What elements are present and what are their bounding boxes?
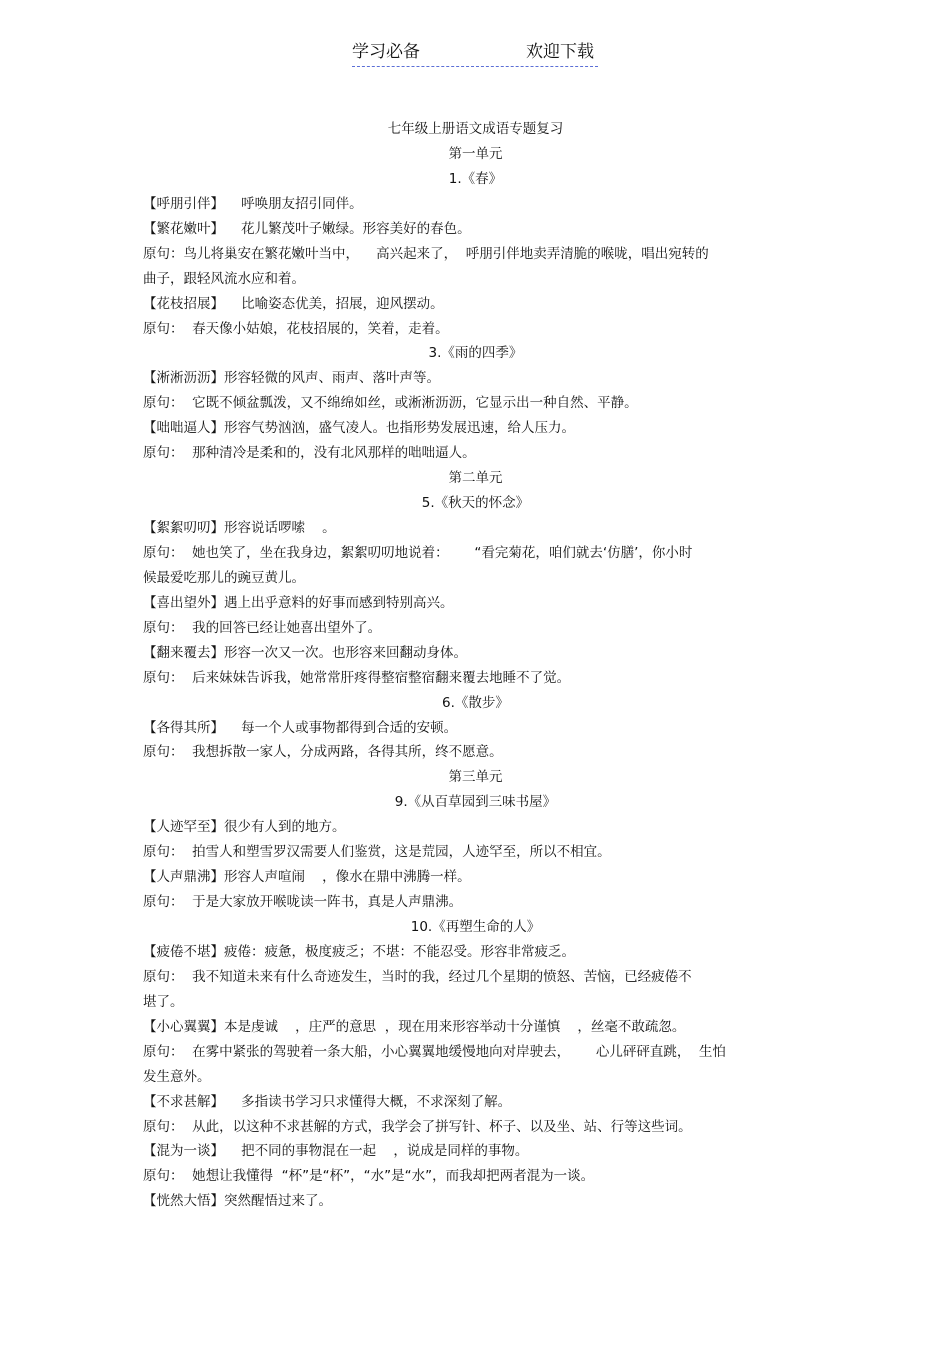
text-line: 曲子，跟轻风流水应和着。 [143,270,305,287]
text-line: 【花枝招展】 比喻姿态优美，招展，迎风摆动。 [143,295,444,312]
section-heading: 第二单元 [448,470,503,487]
text-line: 【不求甚解】 多指读书学习只求懂得大概，不求深刻了解。 [143,1093,512,1110]
text-line: 原句： 她想让我懂得 “杯”是“杯”，“水”是“水”，而我却把两者混为一谈。 [143,1168,595,1185]
text-line: 原句：鸟儿将巢安在繁花嫩叶当中， 高兴起来了， 呼朋引伴地卖弄清脆的喉咙，唱出宛转的 [143,245,709,262]
text-line: 原句： 我不知道未来有什么奇迹发生，当时的我，经过几个星期的愤怒、苦恼，已经疲倦不 [143,968,692,985]
text-line: 【翻来覆去】形容一次又一次。也形容来回翻动身体。 [143,644,467,661]
text-line: 【恍然大悟】突然醒悟过来了。 [143,1193,332,1210]
page-header [352,40,598,67]
text-line: 原句： 于是大家放开喉咙读一阵书，真是人声鼎沸。 [143,894,463,911]
text-line: 发生意外。 [143,1068,211,1085]
text-line: 【咄咄逼人】形容气势汹汹，盛气凌人。也指形势发展迅速，给人压力。 [143,420,575,437]
text-line: 原句： 春天像小姑娘，花枝招展的，笑着，走着。 [143,320,449,337]
document-title: 七年级上册语文成语专题复习 [387,121,564,137]
section-heading: 5.《秋天的怀念》 [421,495,530,512]
text-line: 【疲倦不堪】疲倦：疲惫，极度疲乏；不堪：不能忍受。形容非常疲乏。 [143,943,575,960]
text-line: 原句： 后来妹妹告诉我，她常常肝疼得整宿整宿翻来覆去地睡不了觉。 [143,669,571,686]
text-line: 原句： 我想拆散一家人，分成两路，各得其所，终不愿意。 [143,744,503,761]
text-line: 【呼朋引伴】 呼唤朋友招引同伴。 [143,195,363,212]
section-heading: 3.《雨的四季》 [428,345,523,362]
section-heading: 1.《春》 [448,170,503,187]
section-heading: 第一单元 [448,145,503,162]
document-body [143,117,808,1214]
text-line: 【人声鼎沸】形容人声喧闹 ，像水在鼎中沸腾一样。 [143,869,471,886]
section-heading: 6.《散步》 [442,694,509,711]
section-heading: 9.《从百草园到三味书屋》 [394,794,557,811]
text-line: 原句： 那种清冷是柔和的，没有北风那样的咄咄逼人。 [143,445,476,462]
text-line: 原句： 从此，以这种不求甚解的方式，我学会了拼写针、杯子、以及坐、站、行等这些词。 [143,1118,692,1135]
text-line: 【各得其所】 每一个人或事物都得到合适的安顿。 [143,719,458,736]
text-line: 【混为一谈】 把不同的事物混在一起 ，说成是同样的事物。 [143,1143,529,1160]
text-line: 堪了。 [143,993,184,1010]
text-line: 原句： 我的回答已经让她喜出望外了。 [143,619,382,636]
section-heading: 第三单元 [448,769,503,786]
text-line: 原句： 拍雪人和塑雪罗汉需要人们鉴赏，这是荒园，人迹罕至，所以不相宜。 [143,844,611,861]
text-line: 【小心翼翼】本是虔诚 ，庄严的意思 ，现在用来形容举动十分谨慎 ，丝毫不敢疏忽。 [143,1018,686,1035]
text-line: 【人迹罕至】很少有人到的地方。 [143,819,346,836]
section-heading: 10.《再塑生命的人》 [410,919,541,935]
text-line: 【喜出望外】遇上出乎意料的好事而感到特别高兴。 [143,594,454,611]
header-right-text: 欢迎下载 [526,42,594,62]
text-line: 原句： 在雾中紧张的驾驶着一条大船，小心翼翼地缓慢地向对岸驶去， 心儿砰砰直跳， 生怕 [143,1043,726,1060]
text-line: 【繁花嫩叶】 花儿繁茂叶子嫩绿。形容美好的春色。 [143,220,471,237]
text-line: 原句： 它既不倾盆瓢泼，又不绵绵如丝，或淅淅沥沥，它显示出一种自然、平静。 [143,395,638,412]
header-left-text: 学习必备 [352,42,420,62]
text-line: 【淅淅沥沥】形容轻微的风声、雨声、落叶声等。 [143,370,440,387]
text-line: 候最爱吃那儿的豌豆黄儿。 [143,569,305,586]
text-line: 原句： 她也笑了，坐在我身边，絮絮叨叨地说着： “看完菊花，咱们就去‘仿膳’，你小时 [143,544,693,561]
text-line: 【絮絮叨叨】形容说话啰嗦 。 [143,520,336,536]
